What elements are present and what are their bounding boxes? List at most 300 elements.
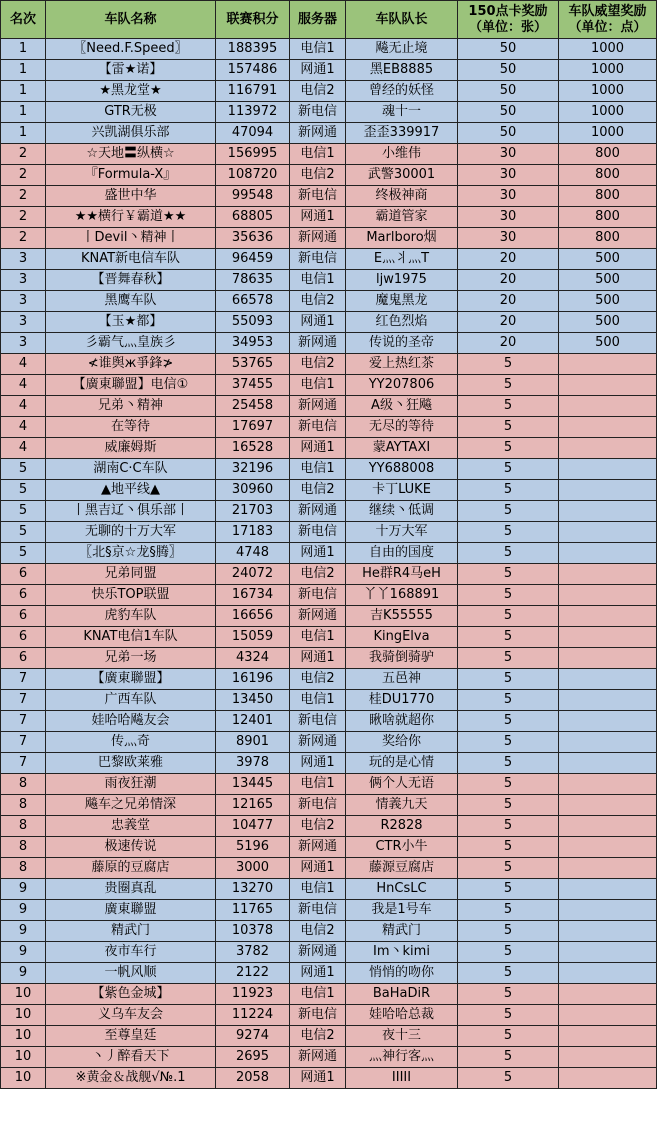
cell-team-name: GTR无极 (46, 102, 216, 123)
cell-rank: 7 (1, 732, 46, 753)
cell-captain: 武警30001 (346, 165, 458, 186)
cell-team-name: KNAT电信1车队 (46, 627, 216, 648)
header-league-points: 联赛积分 (216, 1, 290, 39)
cell-rank: 3 (1, 291, 46, 312)
cell-server: 电信2 (290, 816, 346, 837)
cell-prestige-reward: 1000 (559, 102, 657, 123)
table-row (1, 690, 657, 711)
cell-card-reward: 5 (458, 837, 559, 858)
cell-server: 新网通 (290, 1047, 346, 1068)
cell-league-points: 116791 (216, 81, 290, 102)
cell-rank: 4 (1, 375, 46, 396)
cell-league-points: 30960 (216, 480, 290, 501)
cell-card-reward: 5 (458, 1047, 559, 1068)
header-team-name: 车队名称 (46, 1, 216, 39)
cell-card-reward: 5 (458, 753, 559, 774)
cell-rank: 8 (1, 837, 46, 858)
table-row (1, 102, 657, 123)
cell-league-points: 25458 (216, 396, 290, 417)
cell-team-name: 广西车队 (46, 690, 216, 711)
cell-rank: 10 (1, 1047, 46, 1068)
cell-card-reward: 5 (458, 1026, 559, 1047)
cell-server: 网通1 (290, 1068, 346, 1089)
cell-prestige-reward (559, 1005, 657, 1026)
header-row (1, 1, 657, 39)
cell-captain: 自由的国度 (346, 543, 458, 564)
cell-prestige-reward: 1000 (559, 123, 657, 144)
cell-team-name: 丶丿醉看天下 (46, 1047, 216, 1068)
cell-rank: 5 (1, 501, 46, 522)
cell-captain: 卡丁LUKE (346, 480, 458, 501)
cell-captain: 情義九天 (346, 795, 458, 816)
cell-team-name: 无聊的十万大军 (46, 522, 216, 543)
cell-card-reward: 5 (458, 732, 559, 753)
cell-server: 新电信 (290, 585, 346, 606)
cell-league-points: 11224 (216, 1005, 290, 1026)
cell-rank: 7 (1, 753, 46, 774)
table-row (1, 396, 657, 417)
table-row (1, 606, 657, 627)
cell-team-name: 飚车之兄弟情深 (46, 795, 216, 816)
table-row (1, 732, 657, 753)
cell-prestige-reward (559, 774, 657, 795)
cell-captain: 蒙AYTAXI (346, 438, 458, 459)
cell-captain: 无尽的等待 (346, 417, 458, 438)
cell-card-reward: 5 (458, 438, 559, 459)
cell-server: 电信1 (290, 690, 346, 711)
cell-league-points: 55093 (216, 312, 290, 333)
cell-team-name: 丨Devil丶精神丨 (46, 228, 216, 249)
cell-league-points: 35636 (216, 228, 290, 249)
cell-league-points: 11765 (216, 900, 290, 921)
cell-team-name: 【雷★诺】 (46, 60, 216, 81)
cell-captain: 传说的圣帝 (346, 333, 458, 354)
cell-captain: He群R4马eH (346, 564, 458, 585)
cell-server: 网通1 (290, 438, 346, 459)
table-row (1, 228, 657, 249)
cell-league-points: 13445 (216, 774, 290, 795)
cell-prestige-reward (559, 879, 657, 900)
cell-prestige-reward (559, 921, 657, 942)
cell-league-points: 3000 (216, 858, 290, 879)
cell-prestige-reward (559, 417, 657, 438)
cell-card-reward: 30 (458, 228, 559, 249)
cell-team-name: 夜市车行 (46, 942, 216, 963)
cell-prestige-reward (559, 858, 657, 879)
cell-league-points: 13270 (216, 879, 290, 900)
cell-prestige-reward: 800 (559, 144, 657, 165)
cell-league-points: 16528 (216, 438, 290, 459)
cell-prestige-reward (559, 732, 657, 753)
header-captain: 车队队长 (346, 1, 458, 39)
cell-rank: 1 (1, 60, 46, 81)
cell-league-points: 37455 (216, 375, 290, 396)
cell-rank: 4 (1, 417, 46, 438)
cell-prestige-reward: 500 (559, 270, 657, 291)
cell-league-points: 3782 (216, 942, 290, 963)
cell-team-name: 丨黑吉辽丶俱乐部丨 (46, 501, 216, 522)
cell-rank: 6 (1, 585, 46, 606)
cell-captain: 丫丫168891 (346, 585, 458, 606)
cell-team-name: 湖南C·C车队 (46, 459, 216, 480)
cell-server: 网通1 (290, 60, 346, 81)
cell-card-reward: 5 (458, 858, 559, 879)
cell-card-reward: 5 (458, 480, 559, 501)
cell-prestige-reward (559, 459, 657, 480)
table-row (1, 795, 657, 816)
cell-captain: 爱上热红茶 (346, 354, 458, 375)
cell-rank: 1 (1, 102, 46, 123)
cell-server: 电信2 (290, 291, 346, 312)
cell-team-name: 极速传说 (46, 837, 216, 858)
cell-team-name: ☆天地〓纵横☆ (46, 144, 216, 165)
cell-rank: 7 (1, 690, 46, 711)
cell-team-name: ▲地平线▲ (46, 480, 216, 501)
cell-team-name: 雨夜狂潮 (46, 774, 216, 795)
cell-league-points: 156995 (216, 144, 290, 165)
cell-prestige-reward (559, 396, 657, 417)
cell-server: 新网通 (290, 732, 346, 753)
cell-card-reward: 5 (458, 522, 559, 543)
cell-rank: 8 (1, 858, 46, 879)
cell-team-name: 一帆风顺 (46, 963, 216, 984)
cell-league-points: 12165 (216, 795, 290, 816)
cell-prestige-reward (559, 816, 657, 837)
cell-card-reward: 5 (458, 711, 559, 732)
cell-team-name: 黑鹰车队 (46, 291, 216, 312)
cell-prestige-reward (559, 627, 657, 648)
cell-captain: 黑EB8885 (346, 60, 458, 81)
cell-league-points: 3978 (216, 753, 290, 774)
cell-card-reward: 30 (458, 165, 559, 186)
cell-prestige-reward: 500 (559, 291, 657, 312)
table-row (1, 123, 657, 144)
cell-captain: 五邑神 (346, 669, 458, 690)
cell-captain: 我是1号车 (346, 900, 458, 921)
cell-server: 新网通 (290, 228, 346, 249)
cell-prestige-reward: 800 (559, 186, 657, 207)
cell-prestige-reward: 1000 (559, 39, 657, 60)
cell-rank: 2 (1, 144, 46, 165)
cell-card-reward: 5 (458, 417, 559, 438)
cell-rank: 6 (1, 627, 46, 648)
cell-prestige-reward (559, 564, 657, 585)
cell-team-name: 廣東聯盟 (46, 900, 216, 921)
cell-server: 网通1 (290, 543, 346, 564)
cell-captain: Marlboro烟 (346, 228, 458, 249)
cell-card-reward: 20 (458, 249, 559, 270)
cell-server: 电信1 (290, 270, 346, 291)
cell-server: 电信2 (290, 1026, 346, 1047)
cell-card-reward: 5 (458, 564, 559, 585)
cell-server: 电信1 (290, 627, 346, 648)
table-row (1, 207, 657, 228)
cell-server: 新网通 (290, 837, 346, 858)
cell-league-points: 12401 (216, 711, 290, 732)
cell-rank: 3 (1, 270, 46, 291)
cell-rank: 4 (1, 354, 46, 375)
table-row (1, 669, 657, 690)
cell-prestige-reward: 500 (559, 333, 657, 354)
cell-server: 电信2 (290, 669, 346, 690)
cell-card-reward: 30 (458, 186, 559, 207)
cell-rank: 5 (1, 480, 46, 501)
table-row (1, 753, 657, 774)
cell-server: 新电信 (290, 102, 346, 123)
cell-prestige-reward: 1000 (559, 81, 657, 102)
cell-server: 电信2 (290, 354, 346, 375)
cell-team-name: 至尊皇廷 (46, 1026, 216, 1047)
cell-league-points: 16734 (216, 585, 290, 606)
cell-league-points: 157486 (216, 60, 290, 81)
cell-prestige-reward (559, 648, 657, 669)
cell-card-reward: 5 (458, 774, 559, 795)
cell-league-points: 188395 (216, 39, 290, 60)
header-server: 服务器 (290, 1, 346, 39)
cell-league-points: 113972 (216, 102, 290, 123)
table-row (1, 963, 657, 984)
cell-prestige-reward (559, 963, 657, 984)
table-row (1, 984, 657, 1005)
cell-captain: 霸道管家 (346, 207, 458, 228)
cell-rank: 5 (1, 522, 46, 543)
cell-card-reward: 5 (458, 375, 559, 396)
cell-captain: 精武门 (346, 921, 458, 942)
cell-server: 新电信 (290, 711, 346, 732)
cell-prestige-reward (559, 669, 657, 690)
cell-league-points: 16196 (216, 669, 290, 690)
cell-server: 电信2 (290, 921, 346, 942)
table-row (1, 774, 657, 795)
cell-captain: 小维伟 (346, 144, 458, 165)
cell-server: 新电信 (290, 795, 346, 816)
cell-server: 新电信 (290, 1005, 346, 1026)
cell-prestige-reward (559, 606, 657, 627)
cell-rank: 1 (1, 39, 46, 60)
cell-prestige-reward (559, 480, 657, 501)
cell-server: 电信1 (290, 375, 346, 396)
cell-league-points: 10378 (216, 921, 290, 942)
cell-server: 电信1 (290, 144, 346, 165)
cell-server: 新网通 (290, 123, 346, 144)
cell-prestige-reward (559, 1068, 657, 1089)
cell-rank: 2 (1, 165, 46, 186)
cell-card-reward: 50 (458, 81, 559, 102)
cell-league-points: 99548 (216, 186, 290, 207)
cell-rank: 8 (1, 795, 46, 816)
cell-league-points: 108720 (216, 165, 290, 186)
cell-captain: 俩个人无语 (346, 774, 458, 795)
table-row (1, 459, 657, 480)
cell-server: 电信1 (290, 879, 346, 900)
table-row (1, 1047, 657, 1068)
cell-card-reward: 5 (458, 627, 559, 648)
cell-prestige-reward (559, 501, 657, 522)
cell-league-points: 2695 (216, 1047, 290, 1068)
cell-prestige-reward (559, 585, 657, 606)
cell-card-reward: 20 (458, 333, 559, 354)
cell-team-name: ★黑龙堂★ (46, 81, 216, 102)
cell-prestige-reward (559, 1047, 657, 1068)
cell-card-reward: 20 (458, 312, 559, 333)
cell-card-reward: 50 (458, 39, 559, 60)
cell-card-reward: 5 (458, 795, 559, 816)
cell-card-reward: 50 (458, 102, 559, 123)
cell-card-reward: 5 (458, 354, 559, 375)
cell-captain: 吉K55555 (346, 606, 458, 627)
cell-team-name: ★★横行￥霸道★★ (46, 207, 216, 228)
cell-prestige-reward (559, 543, 657, 564)
cell-prestige-reward: 800 (559, 207, 657, 228)
cell-captain: CTR小牛 (346, 837, 458, 858)
cell-team-name: 精武门 (46, 921, 216, 942)
cell-league-points: 66578 (216, 291, 290, 312)
cell-card-reward: 5 (458, 816, 559, 837)
cell-rank: 2 (1, 186, 46, 207)
cell-card-reward: 5 (458, 900, 559, 921)
cell-card-reward: 50 (458, 123, 559, 144)
table-row (1, 417, 657, 438)
cell-card-reward: 5 (458, 690, 559, 711)
table-row (1, 564, 657, 585)
cell-prestige-reward (559, 795, 657, 816)
cell-captain: 继续丶低调 (346, 501, 458, 522)
cell-rank: 8 (1, 774, 46, 795)
cell-server: 电信1 (290, 774, 346, 795)
cell-prestige-reward: 500 (559, 249, 657, 270)
cell-team-name: 兄弟一场 (46, 648, 216, 669)
cell-card-reward: 5 (458, 459, 559, 480)
cell-prestige-reward (559, 522, 657, 543)
table-row (1, 543, 657, 564)
table-row (1, 438, 657, 459)
cell-card-reward: 30 (458, 144, 559, 165)
cell-captain: YY688008 (346, 459, 458, 480)
cell-rank: 7 (1, 669, 46, 690)
cell-captain: KingElva (346, 627, 458, 648)
cell-server: 电信2 (290, 564, 346, 585)
cell-captain: E灬丬灬T (346, 249, 458, 270)
table-row (1, 585, 657, 606)
cell-rank: 9 (1, 879, 46, 900)
cell-league-points: 10477 (216, 816, 290, 837)
cell-server: 网通1 (290, 753, 346, 774)
cell-team-name: 【晋舞春秋】 (46, 270, 216, 291)
cell-captain: A级丶狂飚 (346, 396, 458, 417)
table-row (1, 900, 657, 921)
cell-rank: 9 (1, 900, 46, 921)
table-row (1, 39, 657, 60)
table-row (1, 648, 657, 669)
table-row (1, 837, 657, 858)
cell-team-name: 娃哈哈飚友会 (46, 711, 216, 732)
cell-league-points: 68805 (216, 207, 290, 228)
cell-team-name: 传灬奇 (46, 732, 216, 753)
cell-captain: 玩的是心情 (346, 753, 458, 774)
cell-prestige-reward (559, 354, 657, 375)
ranking-rows (1, 39, 657, 1089)
table-row (1, 270, 657, 291)
table-row (1, 942, 657, 963)
header-prestige-reward: 车队威望奖励 （单位：点） (559, 1, 657, 39)
cell-rank: 4 (1, 396, 46, 417)
cell-team-name: ※黄金＆战舰√№.1 (46, 1068, 216, 1089)
cell-captain: 十万大军 (346, 522, 458, 543)
cell-card-reward: 5 (458, 1068, 559, 1089)
cell-card-reward: 5 (458, 501, 559, 522)
cell-rank: 9 (1, 963, 46, 984)
cell-card-reward: 5 (458, 963, 559, 984)
cell-rank: 3 (1, 249, 46, 270)
cell-rank: 2 (1, 228, 46, 249)
table-row (1, 480, 657, 501)
cell-card-reward: 20 (458, 270, 559, 291)
cell-server: 新电信 (290, 249, 346, 270)
table-row (1, 816, 657, 837)
cell-captain: 夜十三 (346, 1026, 458, 1047)
table-row (1, 312, 657, 333)
cell-rank: 8 (1, 816, 46, 837)
table-row (1, 522, 657, 543)
cell-prestige-reward (559, 942, 657, 963)
cell-prestige-reward (559, 837, 657, 858)
cell-captain: 红色烈焰 (346, 312, 458, 333)
cell-server: 新网通 (290, 606, 346, 627)
cell-team-name: 兄弟同盟 (46, 564, 216, 585)
cell-team-name: 【廣東聯盟】 (46, 669, 216, 690)
cell-rank: 9 (1, 921, 46, 942)
cell-captain: R2828 (346, 816, 458, 837)
cell-league-points: 53765 (216, 354, 290, 375)
cell-league-points: 2122 (216, 963, 290, 984)
table-row (1, 1068, 657, 1089)
cell-prestige-reward: 1000 (559, 60, 657, 81)
table-row (1, 60, 657, 81)
cell-server: 网通1 (290, 312, 346, 333)
cell-server: 新电信 (290, 417, 346, 438)
cell-league-points: 17697 (216, 417, 290, 438)
cell-captain: Im丶kimi (346, 942, 458, 963)
cell-captain: 曾经的妖怪 (346, 81, 458, 102)
cell-card-reward: 5 (458, 984, 559, 1005)
cell-prestige-reward (559, 753, 657, 774)
cell-rank: 4 (1, 438, 46, 459)
cell-team-name: 威廉姆斯 (46, 438, 216, 459)
cell-card-reward: 30 (458, 207, 559, 228)
cell-rank: 6 (1, 606, 46, 627)
cell-team-name: 兄弟丶精神 (46, 396, 216, 417)
cell-league-points: 21703 (216, 501, 290, 522)
cell-league-points: 96459 (216, 249, 290, 270)
cell-team-name: 彡霸气灬皇族彡 (46, 333, 216, 354)
cell-rank: 10 (1, 1026, 46, 1047)
cell-prestige-reward: 500 (559, 312, 657, 333)
cell-card-reward: 5 (458, 921, 559, 942)
cell-rank: 1 (1, 81, 46, 102)
cell-team-name: ≮谁舆ж爭鋒≯ (46, 354, 216, 375)
cell-captain: 灬神行客灬 (346, 1047, 458, 1068)
cell-team-name: 【紫色金城】 (46, 984, 216, 1005)
cell-league-points: 32196 (216, 459, 290, 480)
table-row (1, 81, 657, 102)
header-card-reward: 150点卡奖励 （单位：张） (458, 1, 559, 39)
cell-rank: 10 (1, 1005, 46, 1026)
cell-captain: 终极神商 (346, 186, 458, 207)
cell-server: 新网通 (290, 501, 346, 522)
cell-captain: BaHaDiR (346, 984, 458, 1005)
cell-rank: 1 (1, 123, 46, 144)
cell-prestige-reward (559, 984, 657, 1005)
